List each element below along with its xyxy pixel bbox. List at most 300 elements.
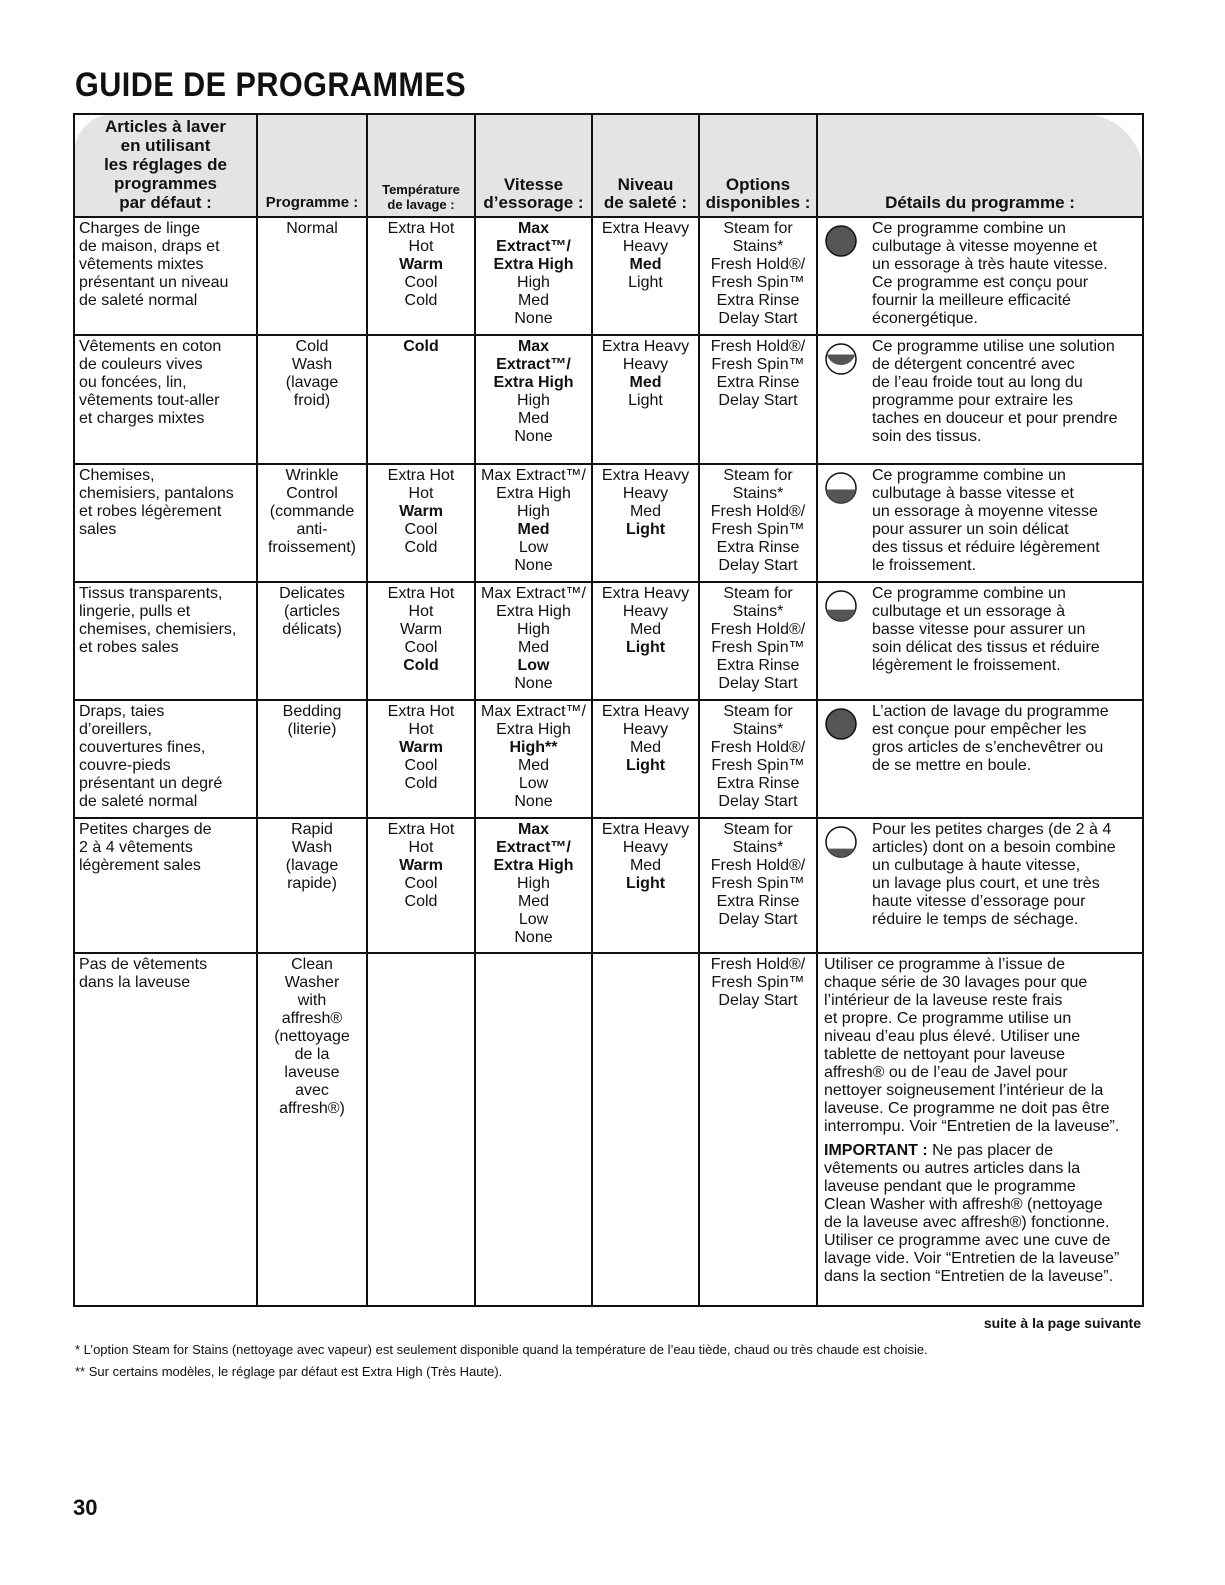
details-line: un essorage à moyenne vitesse (872, 503, 1098, 520)
temperature-cell (367, 700, 475, 818)
niveau-line: Extra Heavy (601, 821, 690, 838)
header-niveau-line: de saleté : (603, 193, 688, 212)
programme-line: affresh® (281, 1010, 343, 1027)
details-line: légèrement le froissement. (872, 657, 1061, 674)
vitesse-line: Max (517, 821, 550, 838)
programme-line: Washer (284, 974, 340, 991)
details-line: Utiliser ce programme à l’issue de (824, 956, 1065, 973)
options-line: Extra Rinse (716, 893, 800, 910)
details-line: Ce programme combine un (872, 220, 1066, 237)
details-text (872, 703, 1138, 775)
options-line: Stains* (732, 839, 784, 856)
options-cell (699, 818, 817, 953)
niveau-line: Med (629, 621, 662, 638)
options-line: Fresh Hold®/ (710, 621, 806, 638)
options-line: Steam for (723, 467, 793, 484)
programme-line: froid) (293, 392, 331, 409)
temperature-line: Warm (399, 621, 443, 638)
details-line: haute vitesse d’essorage pour (872, 893, 1086, 910)
options-cell (699, 700, 817, 818)
programme-line: rapide) (287, 875, 337, 892)
program-row (74, 953, 1143, 1306)
vitesse-line: None (514, 557, 553, 574)
details-line: soin des tissus. (872, 428, 982, 445)
details-cell (817, 335, 1143, 464)
vitesse-line: Extract™/ (496, 356, 571, 373)
vitesse-line: Max Extract™/ (481, 585, 586, 602)
programme-line: de la (294, 1046, 330, 1063)
important-line: Utiliser ce programme avec une cuve de (824, 1232, 1111, 1249)
options-line: Delay Start (718, 310, 798, 327)
details-line: réduire le temps de séchage. (872, 911, 1079, 928)
important-line: de la laveuse avec affresh®) fonctionne. (824, 1214, 1110, 1231)
programme-cell (257, 953, 367, 1306)
articles-line: Charges de linge (79, 220, 200, 237)
programme-line: Delicates (279, 585, 345, 602)
niveau-line: Light (625, 521, 666, 538)
spin-speed-cell (475, 700, 592, 818)
details-line: est conçue pour empêcher les (872, 721, 1087, 738)
options-line: Delay Start (718, 392, 798, 409)
temperature-line: Cold (404, 775, 438, 792)
details-line: et propre. Ce programme utilise un (824, 1010, 1072, 1027)
details-text (872, 220, 1138, 328)
programme-line: (articles (283, 603, 340, 620)
header-options (699, 114, 817, 217)
niveau-line: Light (625, 875, 666, 892)
spin-speed-cell (475, 953, 592, 1306)
options-line: Stains* (732, 721, 784, 738)
articles-line: de saleté normal (79, 793, 198, 810)
temperature-line: Extra Hot (387, 585, 455, 602)
temperature-line: Cold (403, 338, 439, 355)
articles-line: Vêtements en coton (79, 338, 222, 355)
options-line: Delay Start (718, 911, 798, 928)
niveau-line: Light (628, 392, 663, 409)
agitation-full-icon (824, 707, 858, 741)
header-options-line: disponibles : (705, 193, 811, 212)
programme-cell (257, 700, 367, 818)
agitation-high-short-icon (824, 825, 858, 859)
options-line: Steam for (723, 220, 793, 237)
vitesse-line: Max (517, 220, 550, 237)
details-text (872, 338, 1138, 446)
details-line: de se mettre en boule. (872, 757, 1032, 774)
articles-line: couvre-pieds (79, 757, 171, 774)
header-niveau-line: Niveau (617, 175, 674, 194)
program-row (74, 335, 1143, 464)
articles-line: de couleurs vives (79, 356, 203, 373)
vitesse-line: Extract™/ (496, 839, 571, 856)
articles-line: dans la laveuse (79, 974, 191, 991)
options-line: Steam for (723, 703, 793, 720)
options-line: Fresh Spin™ (711, 521, 805, 538)
options-line: Stains* (732, 485, 784, 502)
details-cell (817, 700, 1143, 818)
programme-line: laveuse (284, 1064, 340, 1081)
temperature-line: Extra Hot (387, 467, 455, 484)
options-cell (699, 464, 817, 582)
details-text (872, 821, 1138, 929)
soil-level-cell (592, 953, 699, 1306)
details-line: Ce programme combine un (872, 585, 1066, 602)
vitesse-line: Med (517, 639, 550, 656)
options-line: Fresh Spin™ (711, 757, 805, 774)
options-line: Fresh Spin™ (711, 875, 805, 892)
details-line: soin délicat des tissus et réduire (872, 639, 1100, 656)
niveau-line: Heavy (622, 721, 669, 738)
temperature-line: Cool (404, 639, 438, 656)
options-cell (699, 217, 817, 335)
header-articles-line: en utilisant (120, 136, 211, 155)
vitesse-line: None (514, 675, 553, 692)
programme-line: anti- (296, 521, 328, 538)
details-cell (817, 217, 1143, 335)
vitesse-line: None (514, 793, 553, 810)
temperature-line: Extra Hot (387, 220, 455, 237)
soil-level-cell (592, 700, 699, 818)
options-line: Fresh Hold®/ (710, 338, 806, 355)
header-details: Détails du programme : (817, 114, 1143, 217)
programme-line: froissement) (267, 539, 357, 556)
page-title: GUIDE DE PROGRAMMES (75, 66, 467, 104)
details-cell (817, 818, 1143, 953)
details-line: de détergent concentré avec (872, 356, 1075, 373)
programme-line: (lavage (285, 374, 339, 391)
header-options-line: Options (725, 175, 791, 194)
soil-level-cell (592, 464, 699, 582)
important-note (824, 1142, 1138, 1286)
niveau-line: Light (628, 274, 663, 291)
important-label: IMPORTANT : (824, 1142, 928, 1159)
temperature-line: Cold (403, 657, 439, 674)
options-cell (699, 582, 817, 700)
header-articles-line: par défaut : (119, 193, 212, 212)
programme-line: avec (295, 1082, 329, 1099)
options-line: Delay Start (718, 557, 798, 574)
vitesse-line: Med (517, 292, 550, 309)
spin-speed-cell (475, 217, 592, 335)
articles-line: sales (79, 521, 117, 538)
vitesse-line: Max (517, 338, 550, 355)
details-line: l’intérieur de la laveuse reste frais (824, 992, 1063, 1009)
articles-line: de saleté normal (79, 292, 198, 309)
temperature-cell (367, 818, 475, 953)
options-line: Steam for (723, 821, 793, 838)
articles-line: vêtements mixtes (79, 256, 204, 273)
header-vitesse-line: Vitesse (503, 175, 564, 194)
articles-cell (74, 217, 257, 335)
details-line: Ce programme est conçu pour (872, 274, 1089, 291)
soil-level-cell (592, 217, 699, 335)
header-articles-line: les réglages de (104, 155, 227, 174)
niveau-line: Extra Heavy (601, 585, 690, 602)
header-vitesse (475, 114, 592, 217)
vitesse-line: High (517, 392, 550, 409)
vitesse-line: High** (509, 739, 558, 756)
important-line: dans la section “Entretien de la laveuse”. (824, 1268, 1114, 1285)
articles-line: Tissus transparents, (79, 585, 223, 602)
details-line: affresh® ou de l’eau de Javel pour (824, 1064, 1068, 1081)
temperature-cell (367, 464, 475, 582)
temperature-line: Cool (404, 521, 438, 538)
spin-speed-cell (475, 335, 592, 464)
programme-line: (lavage (285, 857, 339, 874)
programme-line: Cold (295, 338, 329, 355)
vitesse-line: Low (517, 657, 550, 674)
details-line: un lavage plus court, et une très (872, 875, 1100, 892)
programme-cell (257, 464, 367, 582)
options-cell (699, 335, 817, 464)
details-line: un culbutage à haute vitesse, (872, 857, 1081, 874)
vitesse-line: Extra High (496, 721, 571, 738)
spin-speed-cell (475, 582, 592, 700)
articles-cell (74, 582, 257, 700)
articles-line: légèrement sales (79, 857, 201, 874)
articles-cell (74, 818, 257, 953)
options-cell (699, 953, 817, 1306)
important-text: Ne pas placer de (932, 1142, 1054, 1159)
vitesse-line: Low (518, 911, 549, 928)
programme-line: with (297, 992, 327, 1009)
details-line: Ce programme utilise une solution (872, 338, 1115, 355)
vitesse-line: Extra High (496, 485, 571, 502)
programme-cell (257, 582, 367, 700)
options-line: Extra Rinse (716, 657, 800, 674)
programme-cell (257, 818, 367, 953)
vitesse-line: Extra High (493, 857, 574, 874)
details-line: culbutage à vitesse moyenne et (872, 238, 1098, 255)
vitesse-line: High (517, 875, 550, 892)
details-line: taches en douceur et pour prendre (872, 410, 1118, 427)
details-line: des tissus et réduire légèrement (872, 539, 1100, 556)
important-line (824, 1142, 1138, 1160)
temperature-line: Extra Hot (387, 821, 455, 838)
articles-cell (74, 700, 257, 818)
articles-line: et robes légèrement (79, 503, 222, 520)
temperature-line: Hot (408, 839, 434, 856)
options-line: Steam for (723, 585, 793, 602)
details-line: gros articles de s’enchevêtrer ou (872, 739, 1104, 756)
details-cell (817, 953, 1143, 1306)
details-line: articles) dont on a besoin combine (872, 839, 1116, 856)
options-line: Fresh Spin™ (711, 639, 805, 656)
details-line: basse vitesse pour assurer un (872, 621, 1086, 638)
temperature-cell (367, 217, 475, 335)
soil-level-cell (592, 582, 699, 700)
niveau-line: Med (629, 256, 662, 273)
options-line: Fresh Hold®/ (710, 256, 806, 273)
spin-speed-cell (475, 464, 592, 582)
niveau-line: Heavy (622, 839, 669, 856)
details-line: de l’eau froide tout au long du (872, 374, 1083, 391)
temperature-line: Cold (404, 539, 438, 556)
options-line: Fresh Spin™ (711, 274, 805, 291)
programme-line: Bedding (282, 703, 342, 720)
options-line: Fresh Spin™ (711, 356, 805, 373)
niveau-line: Heavy (622, 485, 669, 502)
details-text (824, 956, 1138, 1136)
niveau-line: Light (625, 757, 666, 774)
temperature-cell (367, 953, 475, 1306)
options-line: Fresh Hold®/ (710, 956, 806, 973)
options-line: Stains* (732, 603, 784, 620)
details-line: niveau d’eau plus élevé. Utiliser une (824, 1028, 1081, 1045)
vitesse-line: Extra High (493, 374, 574, 391)
articles-line: Draps, taies (79, 703, 165, 720)
temperature-line: Hot (408, 238, 434, 255)
options-line: Fresh Hold®/ (710, 857, 806, 874)
vitesse-line: High (517, 503, 550, 520)
details-line: programme pour extraire les (872, 392, 1073, 409)
details-line: interrompu. Voir “Entretien de la laveuse”. (824, 1118, 1120, 1135)
vitesse-line: Med (517, 893, 550, 910)
program-row (74, 818, 1143, 953)
articles-cell (74, 335, 257, 464)
articles-line: de maison, draps et (79, 238, 220, 255)
articles-cell (74, 464, 257, 582)
programme-line: Control (286, 485, 338, 502)
programme-line: délicats) (282, 621, 342, 638)
niveau-line: Extra Heavy (601, 338, 690, 355)
articles-line: couvertures fines, (79, 739, 206, 756)
articles-line: chemisiers, pantalons (79, 485, 234, 502)
options-line: Extra Rinse (716, 292, 800, 309)
vitesse-line: Max Extract™/ (481, 703, 586, 720)
options-line: Extra Rinse (716, 775, 800, 792)
options-line: Delay Start (718, 793, 798, 810)
important-line: lavage vide. Voir “Entretien de la laveuse” (824, 1250, 1120, 1267)
program-guide-table (73, 113, 1144, 1307)
options-line: Extra Rinse (716, 539, 800, 556)
temperature-line: Warm (399, 256, 443, 273)
programme-line: affresh®) (279, 1100, 345, 1117)
agitation-low-spin-medium-icon (824, 471, 858, 505)
details-text (872, 467, 1138, 575)
niveau-line: Heavy (622, 603, 669, 620)
details-line: tablette de nettoyant pour laveuse (824, 1046, 1066, 1063)
articles-line: 2 à 4 vêtements (79, 839, 193, 856)
header-temperature-line: de lavage : (387, 197, 455, 212)
articles-line: chemises, chemisiers, (79, 621, 237, 638)
niveau-line: Extra Heavy (601, 703, 690, 720)
temperature-line: Warm (399, 739, 443, 756)
header-niveau (592, 114, 699, 217)
options-line: Extra Rinse (716, 374, 800, 391)
vitesse-line: High (517, 274, 550, 291)
details-text (872, 585, 1138, 675)
programme-line: Wash (291, 839, 333, 856)
programme-line: Wash (291, 356, 333, 373)
temperature-line: Warm (399, 857, 443, 874)
niveau-line: Med (629, 739, 662, 756)
programme-line: Clean (291, 956, 333, 973)
agitation-low-spin-low-icon (824, 589, 858, 623)
articles-line: Chemises, (79, 467, 155, 484)
vitesse-line: Max Extract™/ (481, 467, 586, 484)
articles-line: présentant un niveau (79, 274, 229, 291)
vitesse-line: Med (517, 410, 550, 427)
soil-level-cell (592, 335, 699, 464)
details-line: pour assurer un soin délicat (872, 521, 1069, 538)
programme-line: Rapid (291, 821, 333, 838)
agitation-medium-high-icon (824, 342, 858, 376)
vitesse-line: Low (518, 775, 549, 792)
temperature-line: Cool (404, 875, 438, 892)
temperature-line: Extra Hot (387, 703, 455, 720)
vitesse-line: Low (518, 539, 549, 556)
header-articles-line: programmes (114, 174, 217, 193)
programme-line: (literie) (287, 721, 337, 738)
articles-line: Pas de vêtements (79, 956, 208, 973)
spin-high-agitation-medium-icon (824, 224, 858, 258)
programme-line: (nettoyage (274, 1028, 350, 1045)
header-temperature-line: Température (382, 182, 460, 197)
vitesse-line: High (517, 621, 550, 638)
niveau-line: Heavy (622, 356, 669, 373)
program-row (74, 582, 1143, 700)
program-row (74, 700, 1143, 818)
header-articles-line: Articles à laver (105, 117, 226, 136)
articles-line: vêtements tout-aller (79, 392, 220, 409)
program-row (74, 464, 1143, 582)
important-line: laveuse pendant que le programme (824, 1178, 1076, 1195)
vitesse-line: Med (517, 521, 550, 538)
articles-line: présentant un degré (79, 775, 223, 792)
niveau-line: Light (625, 639, 666, 656)
temperature-line: Cold (404, 292, 438, 309)
details-line: chaque série de 30 lavages pour que (824, 974, 1088, 991)
articles-line: Petites charges de (79, 821, 212, 838)
vitesse-line: None (514, 929, 553, 946)
details-line: culbutage à basse vitesse et (872, 485, 1074, 502)
details-line: L’action de lavage du programme (872, 703, 1109, 720)
vitesse-line: Extra High (493, 256, 574, 273)
programme-line: Normal (286, 220, 338, 237)
vitesse-line: Extra High (496, 603, 571, 620)
temperature-line: Cold (404, 893, 438, 910)
header-vitesse-line: d’essorage : (483, 193, 584, 212)
programme-cell (257, 217, 367, 335)
options-line: Stains* (732, 238, 784, 255)
articles-line: ou foncées, lin, (79, 374, 187, 391)
details-line: Pour les petites charges (de 2 à 4 (872, 821, 1112, 838)
programme-line: (commande (269, 503, 355, 520)
vitesse-line: Extract™/ (496, 238, 571, 255)
details-line: Ce programme combine un (872, 467, 1066, 484)
details-line: laveuse. Ce programme ne doit pas être (824, 1100, 1110, 1117)
programme-line: Wrinkle (285, 467, 339, 484)
header-programme: Programme : (257, 114, 367, 217)
program-row (74, 217, 1143, 335)
footnote-default: ** Sur certains modèles, le réglage par défaut est Extra High (Très Haute). (75, 1364, 503, 1379)
details-cell (817, 582, 1143, 700)
vitesse-line: None (514, 428, 553, 445)
page-number: 30 (73, 1495, 98, 1520)
header-articles (74, 114, 257, 217)
temperature-cell (367, 335, 475, 464)
temperature-line: Hot (408, 485, 434, 502)
temperature-line: Cool (404, 757, 438, 774)
vitesse-line: None (514, 310, 553, 327)
continued-note: suite à la page suivante (983, 1315, 1141, 1331)
options-line: Fresh Hold®/ (710, 503, 806, 520)
programme-cell (257, 335, 367, 464)
spin-speed-cell (475, 818, 592, 953)
vitesse-line: Med (517, 757, 550, 774)
options-line: Fresh Spin™ (711, 974, 805, 991)
important-line: Clean Washer with affresh® (nettoyage (824, 1196, 1103, 1213)
